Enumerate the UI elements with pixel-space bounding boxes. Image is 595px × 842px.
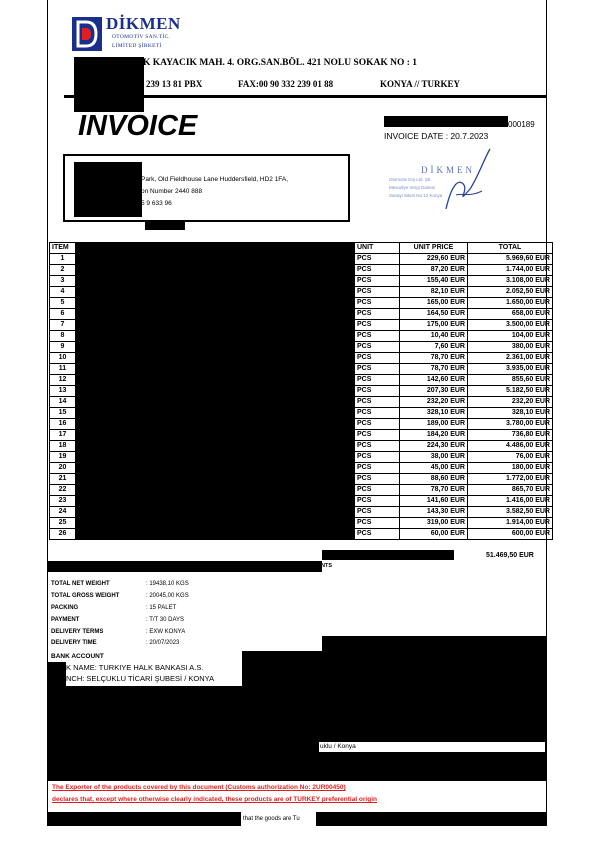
item-number-cell: 5 bbox=[50, 298, 76, 309]
unit-cell: PCS bbox=[355, 463, 400, 474]
description-redacted-cell bbox=[76, 485, 355, 496]
company-subtitle-2: LİMİTED ŞİRKETİ bbox=[112, 43, 162, 49]
redacted-footer-right bbox=[316, 812, 546, 826]
item-number-cell: 1 bbox=[50, 254, 76, 265]
bank-branch: NCH: SELÇUKLU TİCARİ ŞUBESİ / KONYA bbox=[66, 674, 215, 683]
company-name: DİKMEN bbox=[106, 14, 181, 33]
unit-cell: PCS bbox=[355, 419, 400, 430]
unit-cell: PCS bbox=[355, 375, 400, 386]
item-number-cell: 26 bbox=[50, 529, 76, 540]
description-redacted-cell bbox=[76, 452, 355, 463]
column-header-unit-price: UNIT PRICE bbox=[400, 243, 468, 254]
redacted-bank-right bbox=[242, 651, 322, 686]
invoice-date: INVOICE DATE : 20.7.2023 bbox=[384, 131, 489, 141]
company-phone: 239 13 81 PBX bbox=[146, 79, 203, 89]
redacted-customer-name bbox=[74, 162, 142, 217]
unit-cell: PCS bbox=[355, 507, 400, 518]
description-redacted-cell bbox=[76, 298, 355, 309]
term-label: TOTAL GROSS WEIGHT bbox=[51, 593, 120, 599]
line-total-cell: 2.052,50 EUR bbox=[468, 287, 553, 298]
item-number-cell: 18 bbox=[50, 441, 76, 452]
goods-origin-fragment: that the goods are Tu bbox=[243, 816, 300, 822]
table-row bbox=[50, 287, 553, 298]
item-number-cell: 24 bbox=[50, 507, 76, 518]
redacted-total-label bbox=[322, 550, 454, 560]
unit-cell: PCS bbox=[355, 518, 400, 529]
column-header-total: TOTAL bbox=[468, 243, 553, 254]
redacted-invoice-number bbox=[384, 116, 508, 127]
unit-price-cell: 207,30 EUR bbox=[400, 386, 468, 397]
unit-cell: PCS bbox=[355, 353, 400, 364]
unit-cell: PCS bbox=[355, 474, 400, 485]
line-total-cell: 600,00 EUR bbox=[468, 529, 553, 540]
unit-price-cell: 175,00 EUR bbox=[400, 320, 468, 331]
line-total-cell: 3.582,50 EUR bbox=[468, 507, 553, 518]
table-row bbox=[50, 529, 553, 540]
term-value: : T/T 30 DAYS bbox=[146, 617, 185, 623]
table-header-row bbox=[50, 243, 553, 254]
redacted-lower-right bbox=[322, 753, 546, 781]
table-row bbox=[50, 496, 553, 507]
unit-price-cell: 142,60 EUR bbox=[400, 375, 468, 386]
company-address: K KAYACIK MAH. 4. ORG.SAN.BÖL. 421 NOLU SOKAK NO : 1 bbox=[143, 58, 418, 68]
customer-registration-line: on Number 2440 888 bbox=[141, 188, 203, 195]
item-number-cell: 25 bbox=[50, 518, 76, 529]
invoice-title: INVOICE bbox=[78, 110, 198, 142]
term-label: DELIVERY TIME bbox=[51, 640, 97, 646]
term-label: PAYMENT bbox=[51, 617, 80, 623]
line-total-cell: 76,00 EUR bbox=[468, 452, 553, 463]
unit-price-cell: 78,70 EUR bbox=[400, 353, 468, 364]
unit-cell: PCS bbox=[355, 364, 400, 375]
description-redacted-cell bbox=[76, 441, 355, 452]
header-divider bbox=[64, 95, 546, 98]
line-total-cell: 1.744,00 EUR bbox=[468, 265, 553, 276]
table-row bbox=[50, 452, 553, 463]
item-number-cell: 3 bbox=[50, 276, 76, 287]
item-number-cell: 14 bbox=[50, 397, 76, 408]
item-number-cell: 8 bbox=[50, 331, 76, 342]
svg-text:DİKMEN: DİKMEN bbox=[421, 165, 475, 175]
term-label: TOTAL NET WEIGHT bbox=[51, 581, 110, 587]
redacted-customer-extra bbox=[145, 220, 185, 230]
table-row bbox=[50, 331, 553, 342]
unit-price-cell: 7,60 EUR bbox=[400, 342, 468, 353]
item-number-cell: 17 bbox=[50, 430, 76, 441]
unit-cell: PCS bbox=[355, 496, 400, 507]
description-redacted-cell bbox=[76, 309, 355, 320]
line-total-cell: 3.780,00 EUR bbox=[468, 419, 553, 430]
description-redacted-cell bbox=[76, 430, 355, 441]
unit-cell: PCS bbox=[355, 287, 400, 298]
table-row bbox=[50, 507, 553, 518]
item-number-cell: 7 bbox=[50, 320, 76, 331]
svg-text:Mesudiye Vergi Dairesi: Mesudiye Vergi Dairesi bbox=[389, 185, 436, 190]
unit-price-cell: 141,60 EUR bbox=[400, 496, 468, 507]
line-total-cell: 104,00 EUR bbox=[468, 331, 553, 342]
redacted-footer-left bbox=[48, 812, 241, 826]
term-label: PACKING bbox=[51, 605, 79, 611]
table-row bbox=[50, 320, 553, 331]
term-value: : 15 PALET bbox=[146, 605, 177, 611]
description-redacted-cell bbox=[76, 474, 355, 485]
item-number-cell: 16 bbox=[50, 419, 76, 430]
bank-account-title: BANK ACCOUNT bbox=[51, 653, 104, 660]
description-redacted-cell bbox=[76, 331, 355, 342]
description-redacted-cell bbox=[76, 507, 355, 518]
line-total-cell: 5.182,50 EUR bbox=[468, 386, 553, 397]
column-header-description-redacted bbox=[76, 243, 355, 254]
description-redacted-cell bbox=[76, 364, 355, 375]
description-redacted-cell bbox=[76, 397, 355, 408]
company-subtitle-1: OTOMOTİV SAN.TİC. bbox=[112, 34, 171, 40]
redacted-terms-right bbox=[322, 636, 546, 744]
origin-declaration-line-2: declares that, except where otherwise clearly indicated, these products are of TURKEY preferential origin bbox=[52, 796, 377, 803]
table-row bbox=[50, 430, 553, 441]
line-total-cell: 1.416,00 EUR bbox=[468, 496, 553, 507]
line-total-cell: 380,00 EUR bbox=[468, 342, 553, 353]
origin-declaration-line-1: The Exporter of the products covered by this document (Customs authorization No: 2UR00450) bbox=[52, 784, 346, 791]
description-redacted-cell bbox=[76, 518, 355, 529]
unit-price-cell: 143,30 EUR bbox=[400, 507, 468, 518]
unit-price-cell: 45,00 EUR bbox=[400, 463, 468, 474]
item-number-cell: 21 bbox=[50, 474, 76, 485]
unit-cell: PCS bbox=[355, 397, 400, 408]
unit-cell: PCS bbox=[355, 342, 400, 353]
item-number-cell: 11 bbox=[50, 364, 76, 375]
description-redacted-cell bbox=[76, 408, 355, 419]
description-redacted-cell bbox=[76, 463, 355, 474]
grand-total: 51.469,50 EUR bbox=[486, 552, 534, 559]
table-row bbox=[50, 485, 553, 496]
item-number-cell: 23 bbox=[50, 496, 76, 507]
svg-text:Sanayi Sitesi No:12 Konya: Sanayi Sitesi No:12 Konya bbox=[389, 193, 443, 198]
description-redacted-cell bbox=[76, 342, 355, 353]
line-total-cell: 4.486,00 EUR bbox=[468, 441, 553, 452]
invoice-number: 000189 bbox=[508, 120, 535, 129]
description-redacted-cell bbox=[76, 386, 355, 397]
table-row bbox=[50, 309, 553, 320]
line-total-cell: 180,00 EUR bbox=[468, 463, 553, 474]
column-header-unit: UNIT bbox=[355, 243, 400, 254]
item-number-cell: 20 bbox=[50, 463, 76, 474]
line-total-cell: 1.650,00 EUR bbox=[468, 298, 553, 309]
item-number-cell: 19 bbox=[50, 452, 76, 463]
line-total-cell: 232,20 EUR bbox=[468, 397, 553, 408]
item-number-cell: 13 bbox=[50, 386, 76, 397]
unit-cell: PCS bbox=[355, 309, 400, 320]
unit-price-cell: 10,40 EUR bbox=[400, 331, 468, 342]
unit-price-cell: 38,00 EUR bbox=[400, 452, 468, 463]
table-row bbox=[50, 265, 553, 276]
svg-text:Otomotiv Dış Ltd. Şti.: Otomotiv Dış Ltd. Şti. bbox=[389, 177, 432, 182]
unit-price-cell: 60,00 EUR bbox=[400, 529, 468, 540]
redacted-header-block bbox=[74, 57, 144, 112]
table-row bbox=[50, 441, 553, 452]
line-total-cell: 1.914,00 EUR bbox=[468, 518, 553, 529]
unit-cell: PCS bbox=[355, 529, 400, 540]
line-total-cell: 2.361,00 EUR bbox=[468, 353, 553, 364]
term-label: DELIVERY TERMS bbox=[51, 629, 104, 635]
description-redacted-cell bbox=[76, 419, 355, 430]
column-header-item: ITEM bbox=[50, 243, 76, 254]
company-fax: FAX:00 90 332 239 01 88 bbox=[238, 79, 334, 89]
unit-cell: PCS bbox=[355, 441, 400, 452]
unit-cell: PCS bbox=[355, 254, 400, 265]
unit-cell: PCS bbox=[355, 386, 400, 397]
description-redacted-cell bbox=[76, 353, 355, 364]
line-total-cell: 328,10 EUR bbox=[468, 408, 553, 419]
unit-price-cell: 224,30 EUR bbox=[400, 441, 468, 452]
unit-price-cell: 82,10 EUR bbox=[400, 287, 468, 298]
item-number-cell: 9 bbox=[50, 342, 76, 353]
line-total-cell: 736,80 EUR bbox=[468, 430, 553, 441]
unit-price-cell: 232,20 EUR bbox=[400, 397, 468, 408]
unit-cell: PCS bbox=[355, 485, 400, 496]
customer-address-line: Park, Old Fieldhouse Lane Huddersfield, HD2 1FA, bbox=[141, 176, 289, 183]
amount-words-fragment: NTS bbox=[321, 563, 332, 569]
table-row bbox=[50, 353, 553, 364]
term-value: : 20/07/2023 bbox=[146, 640, 180, 646]
unit-price-cell: 87,20 EUR bbox=[400, 265, 468, 276]
table-row bbox=[50, 408, 553, 419]
description-redacted-cell bbox=[76, 375, 355, 386]
description-redacted-cell bbox=[76, 265, 355, 276]
description-redacted-cell bbox=[76, 496, 355, 507]
unit-cell: PCS bbox=[355, 298, 400, 309]
unit-price-cell: 78,70 EUR bbox=[400, 485, 468, 496]
term-value: : 19438,10 KGS bbox=[146, 581, 189, 587]
line-total-cell: 3.500,00 EUR bbox=[468, 320, 553, 331]
line-total-cell: 3.108,00 EUR bbox=[468, 276, 553, 287]
description-redacted-cell bbox=[76, 320, 355, 331]
table-row bbox=[50, 342, 553, 353]
redacted-amount-in-words bbox=[48, 561, 322, 572]
unit-cell: PCS bbox=[355, 408, 400, 419]
unit-cell: PCS bbox=[355, 320, 400, 331]
redacted-bank-details bbox=[48, 686, 322, 781]
invoice-items-table bbox=[49, 242, 553, 540]
table-row bbox=[50, 474, 553, 485]
unit-cell: PCS bbox=[355, 452, 400, 463]
unit-price-cell: 319,00 EUR bbox=[400, 518, 468, 529]
line-total-cell: 855,60 EUR bbox=[468, 375, 553, 386]
unit-price-cell: 184,20 EUR bbox=[400, 430, 468, 441]
bank-name: K NAME: TURKIYE HALK BANKASI A.S. bbox=[66, 663, 204, 672]
company-logo-icon bbox=[72, 17, 102, 51]
unit-cell: PCS bbox=[355, 265, 400, 276]
item-number-cell: 15 bbox=[50, 408, 76, 419]
unit-cell: PCS bbox=[355, 331, 400, 342]
item-number-cell: 22 bbox=[50, 485, 76, 496]
line-total-cell: 3.935,00 EUR bbox=[468, 364, 553, 375]
unit-price-cell: 88,60 EUR bbox=[400, 474, 468, 485]
description-redacted-cell bbox=[76, 276, 355, 287]
bank-city-fragment: uklu / Konya bbox=[320, 743, 356, 750]
table-row bbox=[50, 419, 553, 430]
company-stamp-icon bbox=[386, 147, 501, 217]
unit-cell: PCS bbox=[355, 276, 400, 287]
line-total-cell: 5.969,60 EUR bbox=[468, 254, 553, 265]
line-total-cell: 865,70 EUR bbox=[468, 485, 553, 496]
line-total-cell: 1.772,00 EUR bbox=[468, 474, 553, 485]
line-total-cell: 658,00 EUR bbox=[468, 309, 553, 320]
unit-price-cell: 155,40 EUR bbox=[400, 276, 468, 287]
unit-cell: PCS bbox=[355, 430, 400, 441]
table-row bbox=[50, 298, 553, 309]
redacted-bank-lead bbox=[48, 662, 66, 686]
term-value: : EXW KONYA bbox=[146, 629, 186, 635]
table-row bbox=[50, 518, 553, 529]
description-redacted-cell bbox=[76, 254, 355, 265]
item-number-cell: 10 bbox=[50, 353, 76, 364]
unit-price-cell: 164,50 EUR bbox=[400, 309, 468, 320]
unit-price-cell: 328,10 EUR bbox=[400, 408, 468, 419]
item-number-cell: 2 bbox=[50, 265, 76, 276]
item-number-cell: 12 bbox=[50, 375, 76, 386]
unit-price-cell: 165,00 EUR bbox=[400, 298, 468, 309]
item-number-cell: 4 bbox=[50, 287, 76, 298]
table-row bbox=[50, 397, 553, 408]
table-row bbox=[50, 276, 553, 287]
unit-price-cell: 78,70 EUR bbox=[400, 364, 468, 375]
unit-price-cell: 229,60 EUR bbox=[400, 254, 468, 265]
item-number-cell: 6 bbox=[50, 309, 76, 320]
table-row bbox=[50, 375, 553, 386]
term-value: : 20045,00 KGS bbox=[146, 593, 189, 599]
table-row bbox=[50, 386, 553, 397]
table-row bbox=[50, 364, 553, 375]
description-redacted-cell bbox=[76, 529, 355, 540]
company-country: KONYA // TURKEY bbox=[380, 79, 461, 89]
description-redacted-cell bbox=[76, 287, 355, 298]
table-row bbox=[50, 254, 553, 265]
table-row bbox=[50, 463, 553, 474]
unit-price-cell: 189,00 EUR bbox=[400, 419, 468, 430]
customer-vat-line: 5 9 633 96 bbox=[141, 200, 172, 207]
